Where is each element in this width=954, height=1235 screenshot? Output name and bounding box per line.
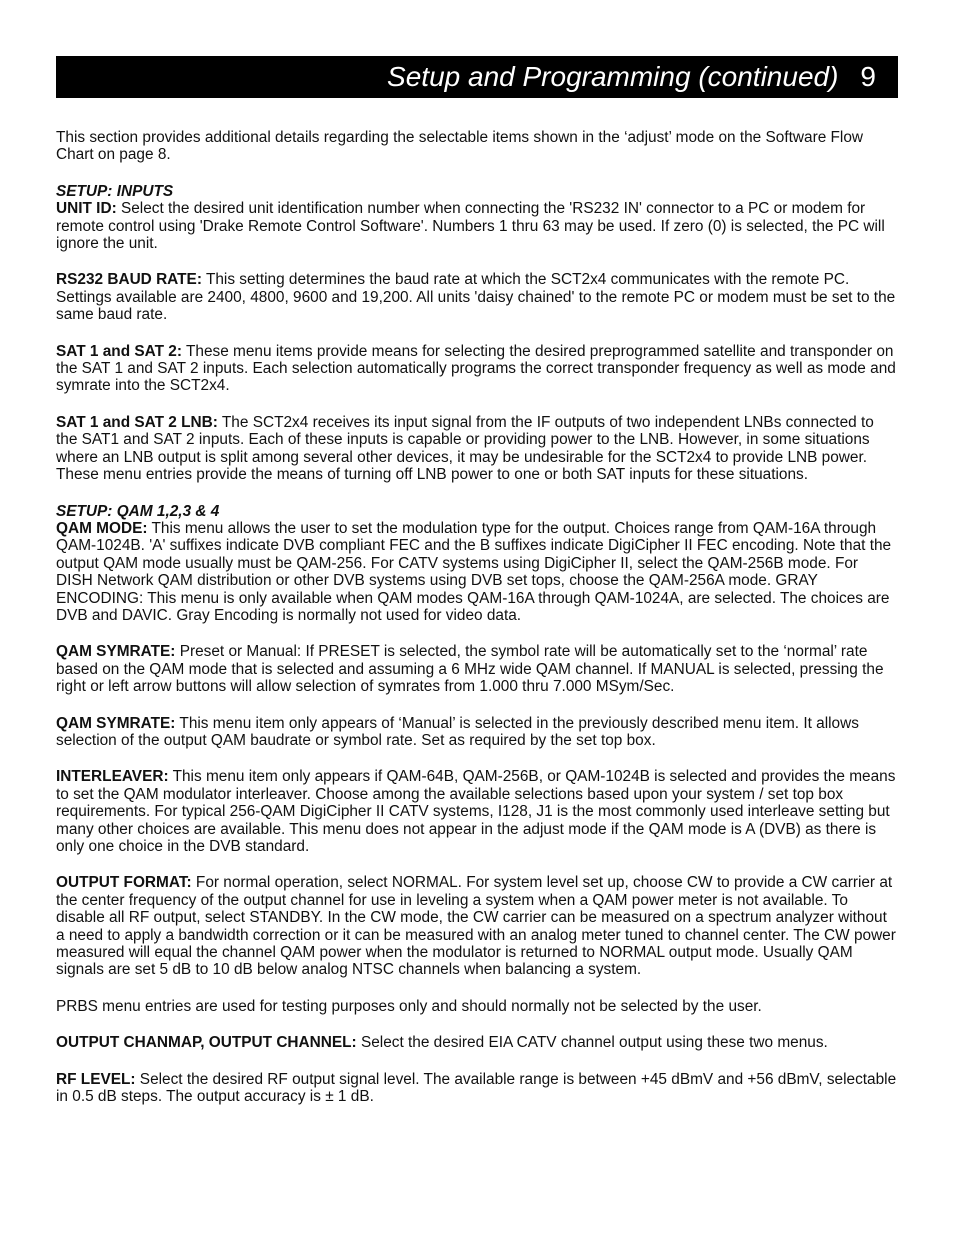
desc-unit-id: Select the desired unit identification number when connecting the 'RS232 IN' connector to a PC or modem for remote control using 'Drake Remote Control Software'. Numbers 1 thru 63 may be used. If zero (0) is selected, the PC will ignore the unit. (56, 200, 885, 253)
page-title (387, 59, 876, 95)
paragraph-output-format (56, 874, 898, 978)
term-unit-id: UNIT ID: (56, 200, 117, 218)
page-number: 9 (860, 61, 876, 92)
desc-interleaver: This menu item only appears if QAM-64B, QAM-256B, or QAM-1024B is selected and provides the means to set the QAM modulator interleaver. Choose among the available selections based upon your system / set top box requirements. For typical 256-QAM DigiCipher II CATV systems, I128, J1 is the most commonly used interleave setting but many other choices are available. This menu does not appear in the adjust mode if the QAM mode is A (DVB) as there is only one choice in the DVB standard. (56, 768, 896, 855)
term-sat-lnb: SAT 1 and SAT 2 LNB: (56, 413, 218, 431)
term-interleaver: INTERLEAVER: (56, 768, 169, 786)
desc-qam-symrate-preset: Preset or Manual: If PRESET is selected, the symbol rate will be automatically set to the ‘normal’ rate based on the QAM mode that is selected and assuming a 6 MHz wide QAM channel. If MANUAL is selected, pressing the right or left arrow buttons will allow selection of symrates from 1.000 thru 7.000 MSym/Sec. (56, 643, 884, 696)
page-title-text: Setup and Programming (continued) (387, 61, 839, 92)
desc-rs232-baud-rate: This setting determines the baud rate at which the SCT2x4 communicates with the remote PC. Settings available are 2400, 4800, 9600 and 19,200. All units 'daisy chained' to the remote PC or modem must be set to the same baud rate. (56, 271, 896, 324)
term-qam-symrate: QAM SYMRATE: (56, 714, 176, 732)
paragraph-sat-lnb (56, 414, 898, 484)
term-qam-symrate: QAM SYMRATE: (56, 643, 176, 661)
paragraph-prbs-note: PRBS menu entries are used for testing purposes only and should normally not be selected by the user. (56, 997, 762, 1015)
paragraph-sat-1-and-sat-2 (56, 343, 898, 395)
desc-output-format: For normal operation, select NORMAL. For system level set up, choose CW to provide a CW carrier at the center frequency of the output channel for use in leveling a system when a QAM power meter is not available. To disable all RF output, select STANDBY. In the CW mode, the CW carrier can be measured on a spectrum analyzer without a need to apply a bandwidth correction or it can be measured with an analog meter tuned to channel center. The CW power measured will equal the channel QAM power when the modulator is returned to NORMAL output mode. Usually QAM signals are set 5 dB to 10 dB below analog NTSC channels when balancing a system. (56, 874, 896, 979)
intro-paragraph: This section provides additional details regarding the selectable items shown in the ‘adjust’ mode on the Software Flow Chart on page 8. (56, 129, 864, 164)
paragraph-interleaver (56, 768, 898, 855)
desc-rf-level: Select the desired RF output signal level. The available range is between +45 dBmV and +56 dBmV, selectable in 0.5 dB steps. The output accuracy is ± 1 dB. (56, 1070, 897, 1106)
paragraph-unit-id (56, 200, 898, 252)
term-output-format: OUTPUT FORMAT: (56, 874, 192, 892)
paragraph-output-chanmap (56, 1034, 898, 1051)
page-header-bar (56, 56, 898, 98)
section-heading-setup-qam: SETUP: QAM 1,2,3 & 4 (56, 502, 220, 520)
term-rf-level: RF LEVEL: (56, 1070, 136, 1088)
page-body (56, 129, 898, 1124)
paragraph-rf-level (56, 1071, 898, 1106)
paragraph-qam-symrate-preset (56, 643, 898, 695)
desc-qam-symrate-manual: This menu item only appears of ‘Manual’ is selected in the previously described menu item. It allows selection of the output QAM baudrate or symbol rate. Set as required by the set top box. (56, 714, 859, 749)
desc-sat-1-and-sat-2: These menu items provide means for selecting the desired preprogrammed satellite and transponder on the SAT 1 and SAT 2 inputs. Each selection automatically programs the correct transponder frequency as well as mode and symrate into the SCT2x4. (56, 342, 896, 395)
term-output-chanmap: OUTPUT CHANMAP, OUTPUT CHANNEL: (56, 1034, 357, 1052)
paragraph-qam-mode (56, 520, 898, 624)
paragraph-rs232-baud-rate (56, 271, 898, 323)
desc-sat-lnb: The SCT2x4 receives its input signal from the IF outputs of two independent LNBs connected to the SAT1 and SAT 2 inputs. Each of these inputs is capable or providing power to the LNB. However, in some situations where an LNB output is split among several other devices, it may be undesirable for the SCT2x4 to provide LNB power. These menu entries provide the means of turning off LNB power to one or both SAT inputs for these situations. (56, 413, 874, 484)
desc-qam-mode: This menu allows the user to set the modulation type for the output. Choices range from QAM-16A through QAM-1024B. 'A' suffixes indicate DVB compliant FEC and the B suffixes indicate DigiCipher II FEC encoding. Note that the output QAM mode usually must be QAM-256. For CATV systems using DigiCipher II, select the QAM-256B mode. For DISH Network QAM distribution or other DVB systems using DVB set tops, choose the QAM-256A mode. GRAY ENCODING: This menu is only available when QAM modes QAM-16A through QAM-1024A, are selected. The choices are DVB and DAVIC. Gray Encoding is normally not used for video data. (56, 519, 892, 624)
term-qam-mode: QAM MODE: (56, 519, 148, 537)
term-rs232-baud-rate: RS232 BAUD RATE: (56, 271, 202, 289)
desc-output-chanmap: Select the desired EIA CATV channel output using these two menus. (356, 1034, 828, 1052)
term-sat-1-and-sat-2: SAT 1 and SAT 2: (56, 342, 182, 360)
section-heading-setup-inputs: SETUP: INPUTS (56, 182, 174, 200)
paragraph-qam-symrate-manual (56, 715, 898, 750)
